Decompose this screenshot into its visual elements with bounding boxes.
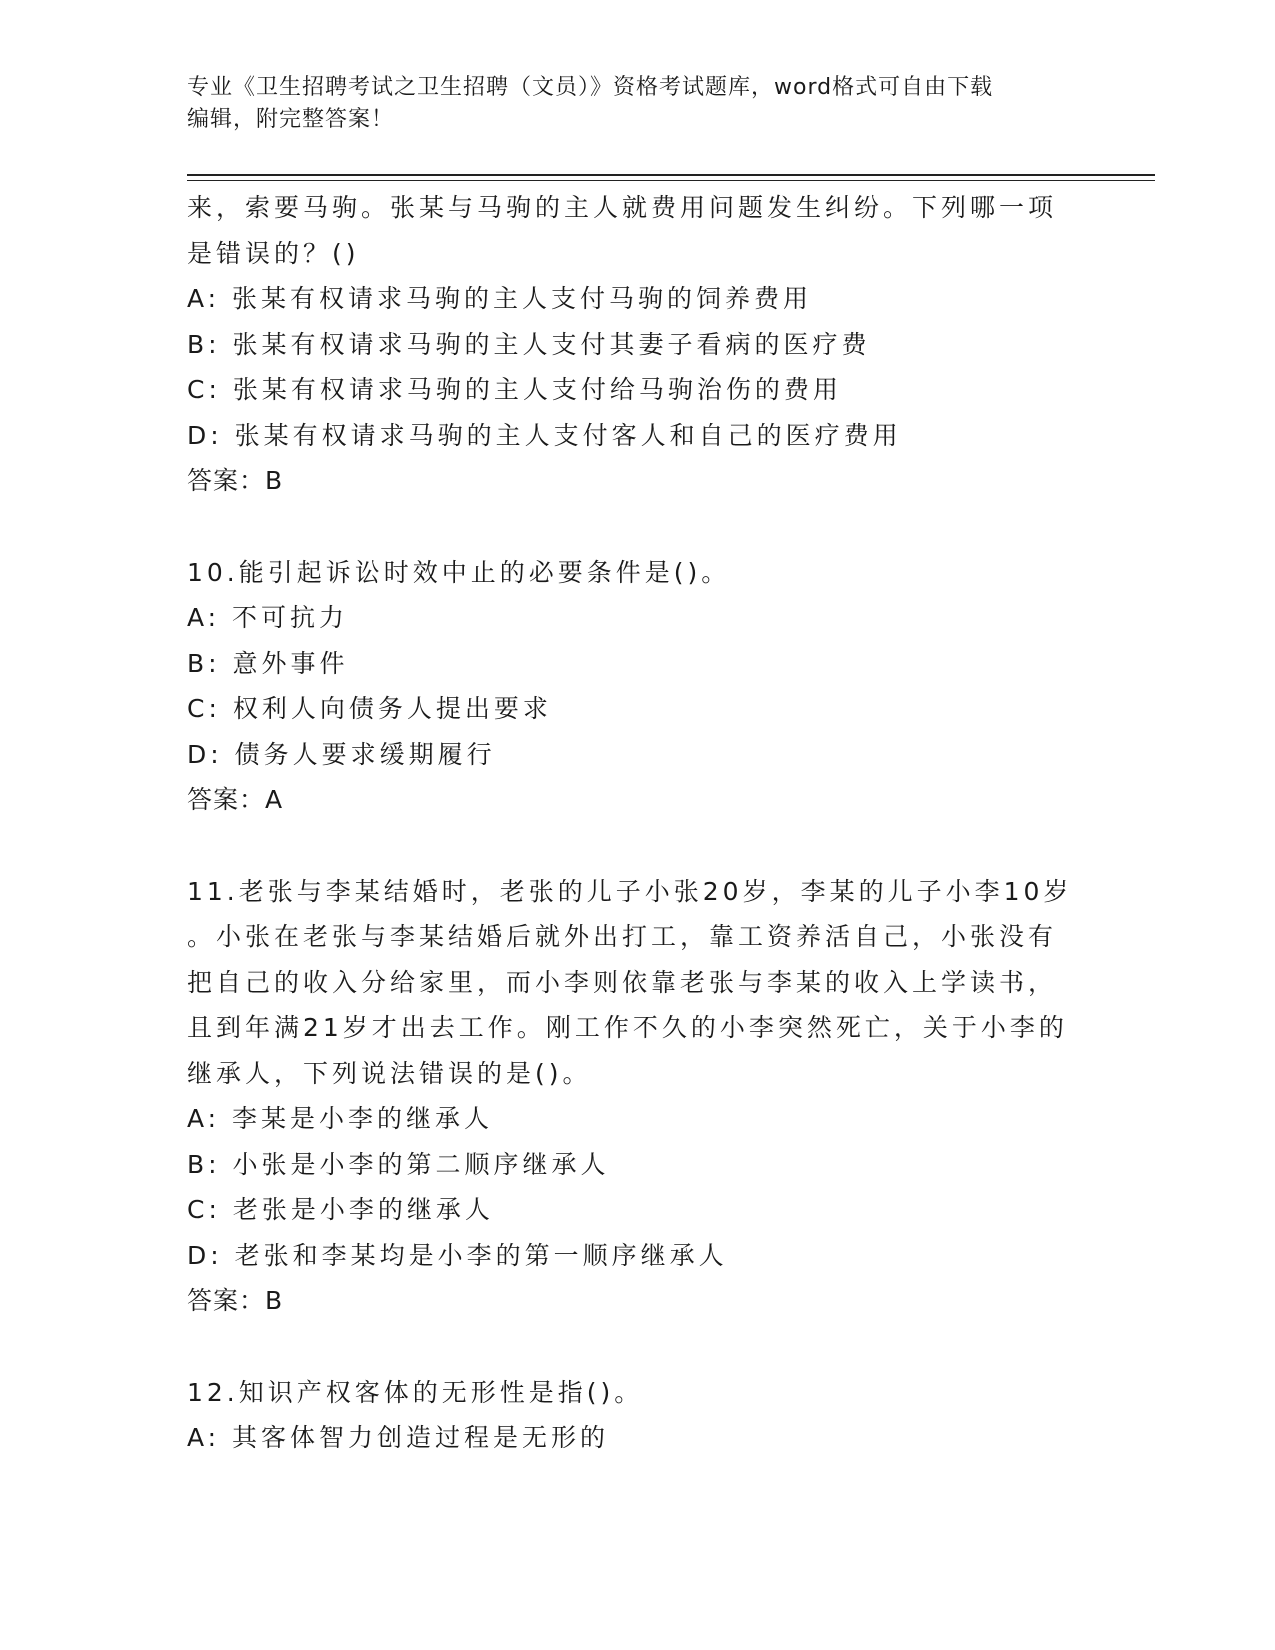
header-line-1: 专业《卫生招聘考试之卫生招聘（文员）》资格考试题库，word格式可自由下载	[187, 75, 994, 100]
answer-line: 答案：A	[187, 785, 284, 814]
spacer	[187, 823, 1087, 869]
spacer	[187, 1324, 1087, 1370]
question-9	[187, 185, 1087, 504]
option-a: A: 李某是小李的继承人	[187, 1104, 494, 1133]
question-10	[187, 550, 1087, 823]
question-stem: 且到年满21岁才出去工作。刚工作不久的小李突然死亡，关于小李的	[187, 1013, 1068, 1042]
option-a: A: 不可抗力	[187, 603, 349, 632]
option-b: B: 小张是小李的第二顺序继承人	[187, 1149, 610, 1179]
question-stem: 把自己的收入分给家里，而小李则依靠老张与李某的收入上学读书，	[187, 967, 1058, 997]
question-stem: 来，索要马驹。张某与马驹的主人就费用问题发生纠纷。下列哪一项	[187, 193, 1058, 222]
answer-line: 答案：B	[187, 1286, 284, 1315]
option-b: B: 张某有权请求马驹的主人支付其妻子看病的医疗费	[187, 329, 871, 359]
question-list	[187, 185, 1087, 1461]
option-d: D: 老张和李某均是小李的第一顺序继承人	[187, 1240, 728, 1270]
question-stem: 12.知识产权客体的无形性是指()。	[187, 1377, 644, 1407]
option-d: D: 债务人要求缓期履行	[187, 739, 496, 769]
option-c: C: 权利人向债务人提出要求	[187, 694, 552, 723]
question-11	[187, 869, 1087, 1324]
option-a: A: 张某有权请求马驹的主人支付马驹的饲养费用	[187, 284, 813, 313]
question-stem: 是错误的？()	[187, 238, 360, 268]
option-b: B: 意外事件	[187, 648, 349, 678]
question-12	[187, 1370, 1087, 1461]
question-stem: 继承人，下列说法错误的是()。	[187, 1058, 592, 1088]
spacer	[187, 504, 1087, 550]
question-stem: 。小张在老张与李某结婚后就外出打工，靠工资养活自己，小张没有	[187, 922, 1058, 951]
question-stem: 10.能引起诉讼时效中止的必要条件是()。	[187, 557, 731, 587]
question-stem: 11.老张与李某结婚时，老张的儿子小张20岁，李某的儿子小李10岁	[187, 876, 1073, 906]
header-rule-thick	[187, 174, 1155, 176]
option-a: A: 其客体智力创造过程是无形的	[187, 1423, 610, 1452]
option-c: C: 张某有权请求马驹的主人支付给马驹治伤的费用	[187, 375, 842, 404]
option-c: C: 老张是小李的继承人	[187, 1195, 494, 1224]
answer-line: 答案：B	[187, 466, 284, 495]
document-header	[187, 72, 1087, 136]
header-rule-thin	[187, 180, 1155, 181]
header-line-2: 编辑，附完整答案！	[187, 107, 395, 132]
option-d: D: 张某有权请求马驹的主人支付客人和自己的医疗费用	[187, 420, 902, 450]
